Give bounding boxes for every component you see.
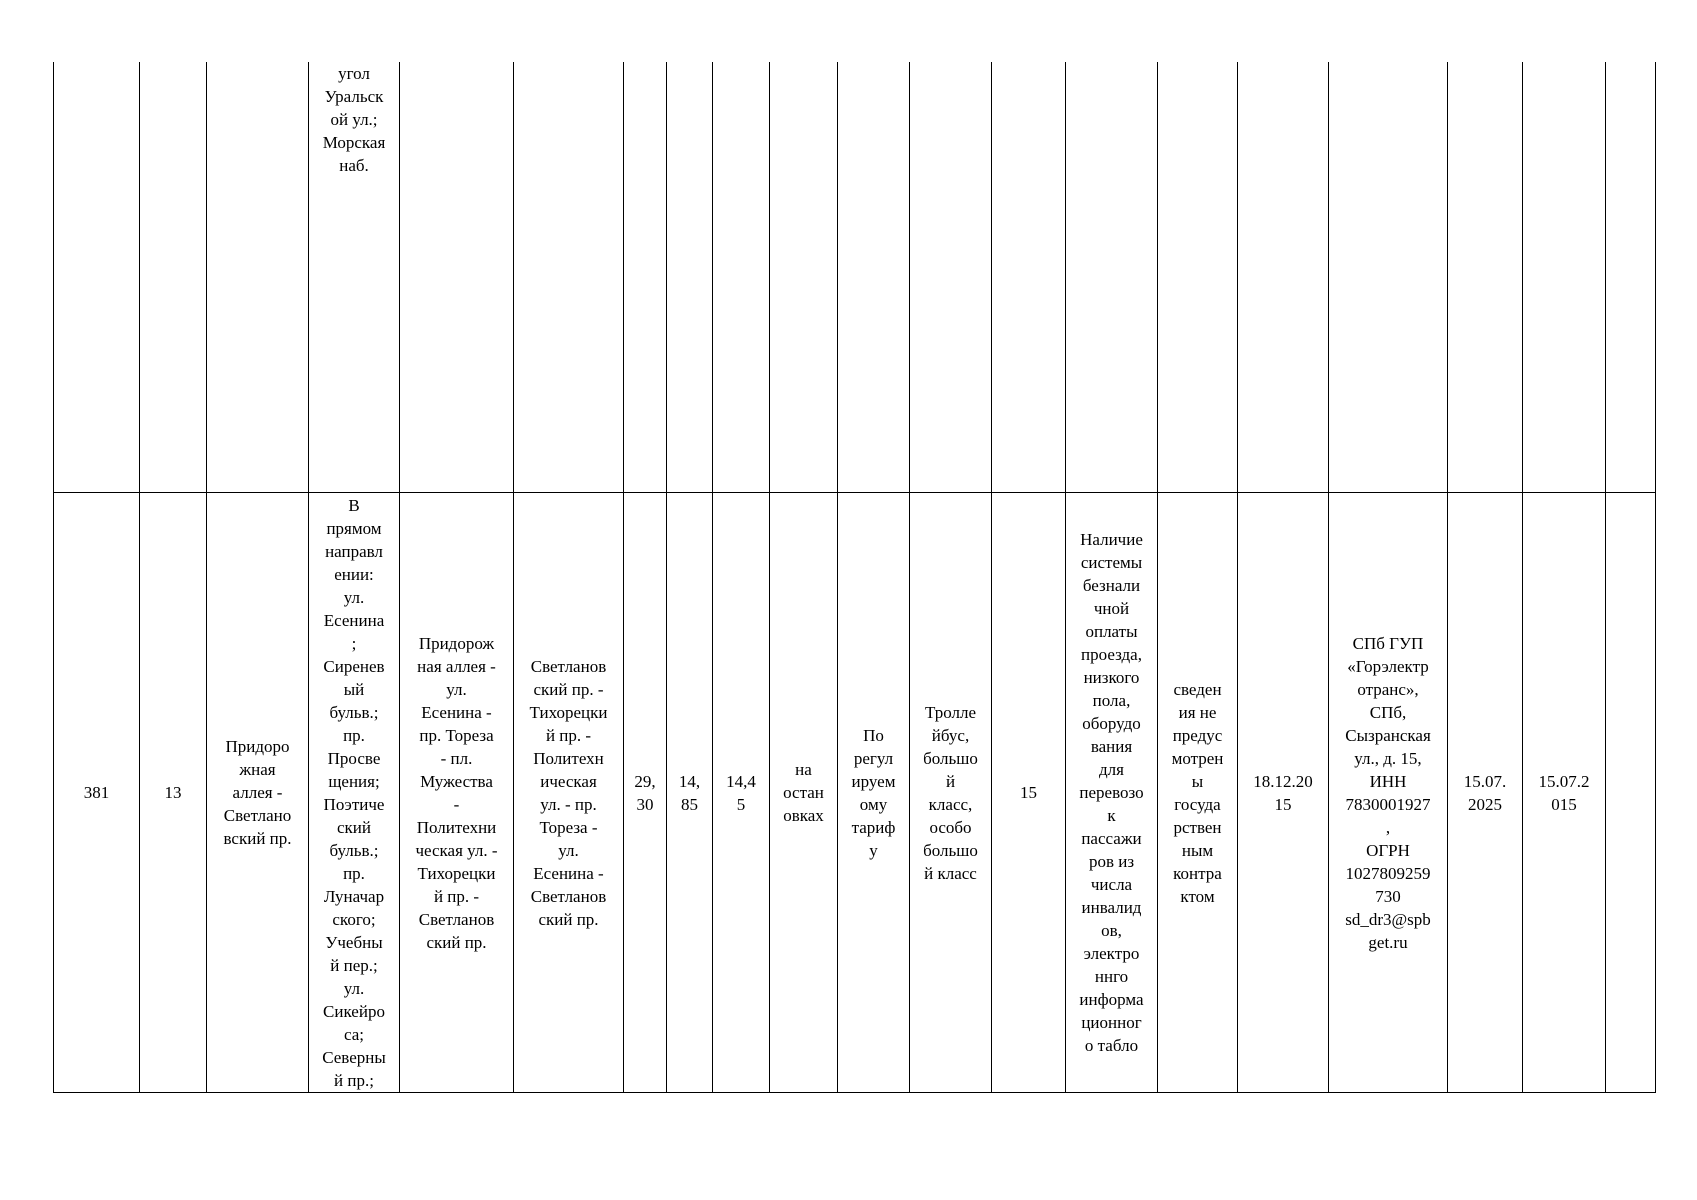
streets-continued-text: угол Уральск ой ул.; Морская наб. [322,64,386,175]
cell-count: 15 [992,493,1066,1093]
cell-empty [514,62,624,493]
cell-length-b: 14, 85 [667,493,713,1093]
cell-empty [713,62,770,493]
cell-boarding: на остан овках [770,493,838,1093]
cell-date-2: 15.07. 2025 [1448,493,1523,1093]
cell-date-3: 15.07.2 015 [1523,493,1606,1093]
cell-empty [910,62,992,493]
cell-empty [1329,62,1448,493]
cell-empty [140,62,207,493]
cell-empty [624,62,667,493]
cell-streets-continued [309,62,400,493]
cell-empty [1066,62,1158,493]
cell-length-c: 14,4 5 [713,493,770,1093]
table-row-continued [54,62,1656,493]
cell-empty [770,62,838,493]
route-registry-table [53,62,1656,1093]
cell-empty [667,62,713,493]
cell-reg-no: 381 [54,493,140,1093]
cell-empty [1448,62,1523,493]
cell-route-name: Придоро жная аллея - Светлано вский пр. [207,493,309,1093]
cell-length-a: 29, 30 [624,493,667,1093]
cell-empty [400,62,514,493]
cell-contract: сведен ия не предус мотрен ы госуда рствен ным контра ктом [1158,493,1238,1093]
cell-tariff: По регул ируем ому тариф у [838,493,910,1093]
cell-vehicle: Тролле йбус, большо й класс, особо большо й класс [910,493,992,1093]
cell-empty [992,62,1066,493]
cell-stops-reverse: Светланов ский пр. - Тихорецки й пр. - Политехн ическая ул. - пр. Тореза - ул. Есенина - Светланов ский пр. [514,493,624,1093]
cell-empty [1158,62,1238,493]
cell-route-no: 13 [140,493,207,1093]
cell-empty [1606,62,1656,493]
cell-carrier: СПб ГУП «Горэлектр отранс», СПб, Сызранская ул., д. 15, ИНН 7830001927 , ОГРН 1027809259 730 sd_dr3@spb get.ru [1329,493,1448,1093]
cell-start-date: 18.12.20 15 [1238,493,1329,1093]
cell-streets: В прямом направл ении: ул. Есенина ; Сиренев ый бульв.; пр. Просве щения; Поэтиче ский бульв.; пр. Луначар ского; Учебны й пер.; ул. Сикейро са; Северны й пр.; [309,493,400,1093]
cell-empty [207,62,309,493]
cell-empty [1238,62,1329,493]
cell-empty [838,62,910,493]
table-row-route-381 [54,493,1656,1093]
cell-characteristics: Наличие системы безнали чной оплаты проезда, низкого пола, оборудо вания для перевозо к пассажи ров из числа инвалид ов, электро ннго информа ционног о табло [1066,493,1158,1093]
cell-empty [54,62,140,493]
cell-stops-forward: Придорож ная аллея - ул. Есенина - пр. Тореза - пл. Мужества - Политехни ческая ул. - Тихорецки й пр. - Светланов ский пр. [400,493,514,1093]
cell-empty [1523,62,1606,493]
cell-note [1606,493,1656,1093]
